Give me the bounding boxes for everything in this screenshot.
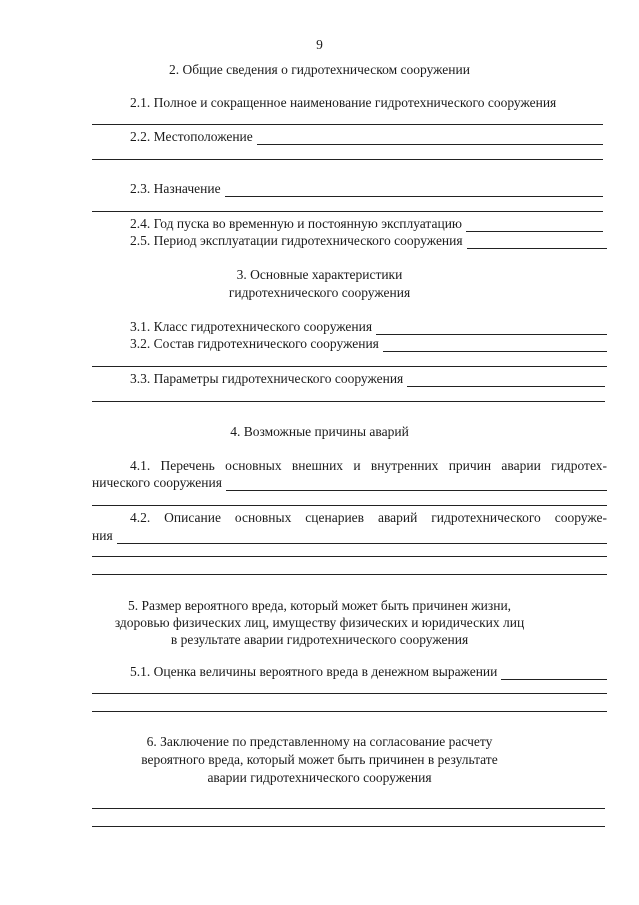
item-2-5-field (130, 233, 607, 249)
item-3-1-fill-line[interactable] (376, 322, 607, 335)
item-5-1-label: 5.1. Оценка величины вероятного вреда в денежном выражении (130, 664, 498, 679)
item-2-5-label: 2.5. Период эксплуатации гидротехнического сооружения (130, 233, 463, 248)
item-4-1-field (92, 475, 607, 491)
item-2-2-label: 2.2. Местоположение (130, 129, 253, 144)
item-2-3-label: 2.3. Назначение (130, 181, 221, 196)
section-6-title-line1: 6. Заключение по представленному на согласование расчету (146, 734, 493, 749)
item-3-2-label: 3.2. Состав гидротехнического сооружения (130, 336, 379, 351)
item-2-2-fill-line[interactable] (257, 132, 603, 145)
section-6-fill-line-1[interactable] (92, 808, 605, 809)
item-2-3-field (130, 181, 603, 197)
item-4-2-field (92, 528, 607, 544)
item-3-2-fill-line-2[interactable] (92, 366, 607, 367)
item-2-4-field (130, 216, 603, 232)
item-2-3-fill-line-2[interactable] (92, 211, 603, 212)
item-4-1-line2: нического сооружения (92, 475, 222, 490)
item-4-2-fill-line-3[interactable] (92, 574, 607, 575)
section-6-title-line3: аварии гидротехнического сооружения (207, 770, 432, 785)
item-2-2-fill-line-2[interactable] (92, 159, 603, 160)
item-2-2-field (130, 129, 603, 145)
item-3-1-field (130, 319, 607, 335)
section-3-title-line1: 3. Основные характеристики (236, 267, 403, 282)
item-3-3-label: 3.3. Параметры гидротехнического сооружения (130, 371, 404, 386)
item-4-1-fill-line[interactable] (226, 478, 607, 491)
item-2-4-fill-line[interactable] (466, 219, 603, 232)
item-3-2-field (130, 336, 607, 352)
item-2-1-label: 2.1. Полное и сокращенное наименование гидротехнического сооружения (130, 95, 557, 110)
section-5-title-line3: в результате аварии гидротехнического сооружения (170, 632, 469, 647)
section-3-title-line2: гидротехнического сооружения (228, 285, 411, 300)
item-5-1-fill-line[interactable] (501, 667, 607, 680)
item-2-1-fill-line[interactable] (92, 124, 603, 125)
item-3-2-fill-line[interactable] (383, 339, 607, 352)
item-4-1-fill-line-2[interactable] (92, 505, 607, 506)
section-6-fill-line-2[interactable] (92, 826, 605, 827)
item-5-1-fill-line-3[interactable] (92, 711, 607, 712)
item-4-2-line2: ния (92, 528, 113, 543)
item-3-1-label: 3.1. Класс гидротехнического сооружения (130, 319, 373, 334)
page-number: 9 (316, 37, 323, 52)
section-5-title-line2: здоровью физических лиц, имуществу физических и юридических лиц (114, 615, 525, 630)
item-3-3-fill-line[interactable] (407, 374, 605, 387)
item-3-3-fill-line-2[interactable] (92, 401, 605, 402)
item-5-1-field (130, 664, 607, 680)
item-4-2-line1: 4.2. Описание основных сценариев аварий гидротехнического сооруже- (130, 510, 607, 525)
item-5-1-fill-line-2[interactable] (92, 693, 607, 694)
item-4-2-fill-line-2[interactable] (92, 556, 607, 557)
item-4-1-line1: 4.1. Перечень основных внешних и внутренних причин аварии гидротех- (130, 458, 607, 473)
item-4-2-fill-line[interactable] (117, 531, 607, 544)
section-5-title-line1: 5. Размер вероятного вреда, который может быть причинен жизни, (127, 598, 512, 613)
item-2-3-fill-line[interactable] (225, 184, 603, 197)
section-4-title: 4. Возможные причины аварий (230, 424, 409, 439)
item-3-3-field (130, 371, 605, 387)
item-2-5-fill-line[interactable] (467, 236, 607, 249)
section-2-title: 2. Общие сведения о гидротехническом сооружении (169, 62, 470, 77)
section-6-title-line2: вероятного вреда, который может быть причинен в результате (141, 752, 498, 767)
item-2-4-label: 2.4. Год пуска во временную и постоянную эксплуатацию (130, 216, 463, 231)
